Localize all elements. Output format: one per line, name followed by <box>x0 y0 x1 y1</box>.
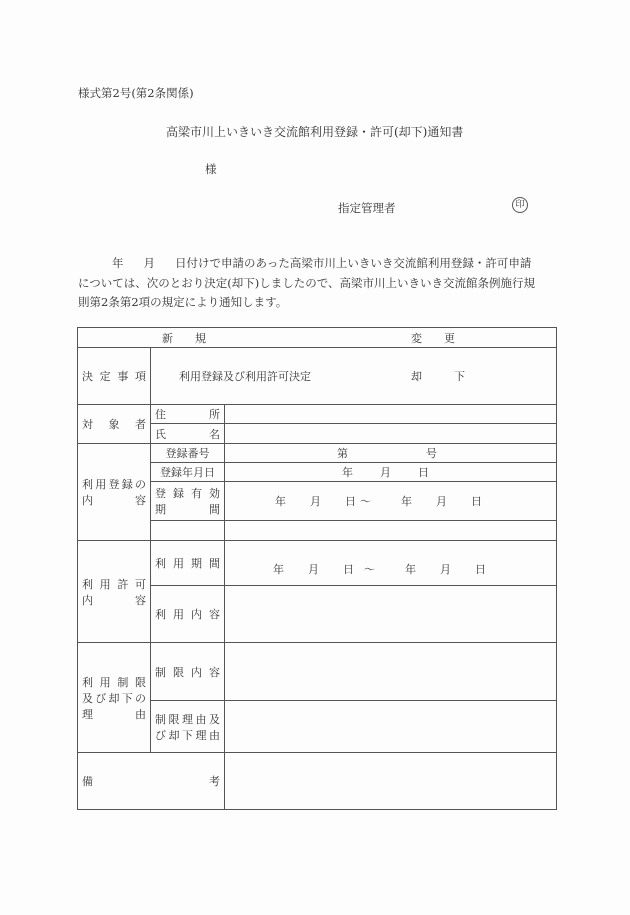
remarks-label <box>78 753 225 810</box>
form-number: 様式第2号(第2条関係) <box>78 86 194 100</box>
reg-validity-label <box>151 482 225 521</box>
label-char: 用 <box>95 478 107 491</box>
name-label-text <box>155 426 220 442</box>
label-char: 録 <box>173 487 184 500</box>
seal-icon: 印 <box>512 197 528 213</box>
label-char: 録 <box>121 478 133 491</box>
body-line-2: については、次のとおり決定(却下)しましたので、高梁市川上いきいき交流館条例施行規 <box>78 275 536 290</box>
label-char: 制 <box>155 712 166 726</box>
label-char: び <box>155 728 166 742</box>
label-char: 内 <box>82 494 93 507</box>
reg-date-field[interactable] <box>225 463 557 482</box>
restriction-label <box>78 643 151 753</box>
use-to-month: 月 <box>440 563 451 576</box>
restriction-label-2-text <box>82 690 146 706</box>
use-period-label-text <box>155 555 220 571</box>
name-label <box>151 424 225 444</box>
label-char: 対 <box>82 418 93 431</box>
label-char: 容 <box>209 665 220 679</box>
subject-label-text <box>82 416 146 432</box>
addressee-suffix: 様 <box>205 162 217 176</box>
registration-label-2-text <box>82 492 146 508</box>
label-char: 内 <box>191 665 202 679</box>
label-char: 用 <box>99 675 111 689</box>
label-char: 考 <box>209 775 220 788</box>
decision-reject-2[interactable]: 下 <box>454 370 465 383</box>
label-char: 住 <box>155 408 166 421</box>
reg-date-month: 月 <box>380 466 391 479</box>
valid-tilde: ～ <box>360 495 371 508</box>
label-char: び <box>95 691 107 705</box>
label-char: 登 <box>155 487 166 500</box>
decision-value-cell <box>151 348 557 405</box>
label-char: 名 <box>209 427 220 441</box>
use-from-month: 月 <box>308 563 319 576</box>
date-month: 月 <box>143 256 155 270</box>
label-char: 所 <box>209 408 220 421</box>
reg-extra-label <box>151 521 225 541</box>
valid-to-day: 日 <box>471 495 482 508</box>
restriction-label-1-text <box>82 674 146 690</box>
restriction-label-3-text <box>82 706 146 722</box>
permit-label-2-text <box>82 592 146 608</box>
restriction-reason-label <box>151 701 225 753</box>
body-line-1-text: 日付けで申請のあった高梁市川上いきいき交流館利用登録・許可申請 <box>175 256 532 270</box>
registration-label <box>78 444 151 541</box>
label-char: 効 <box>209 487 220 500</box>
label-char: 制 <box>155 665 166 679</box>
label-char: 制 <box>117 675 129 689</box>
decision-label-text <box>82 368 146 384</box>
table-row <box>78 643 557 701</box>
label-char: 下 <box>121 691 133 705</box>
decision-approve[interactable]: 利用登録及び利用許可決定 <box>179 370 311 383</box>
label-char: 理 <box>195 728 207 742</box>
table-row <box>78 348 557 405</box>
use-from-day: 日 <box>343 563 354 576</box>
label-char: の <box>135 691 146 705</box>
label-char: 者 <box>135 418 146 431</box>
decision-label <box>78 348 151 405</box>
use-from-year: 年 <box>273 563 284 576</box>
label-char: 備 <box>82 775 93 788</box>
valid-to-year: 年 <box>401 495 412 508</box>
label-char: 限 <box>168 712 180 726</box>
header-new[interactable]: 新 規 <box>162 331 206 345</box>
reg-extra-field[interactable] <box>225 521 557 541</box>
label-char: 容 <box>209 608 220 621</box>
label-char: 可 <box>134 577 146 591</box>
label-char: 用 <box>99 577 111 591</box>
label-char: 内 <box>82 593 93 607</box>
restriction-content-label <box>151 643 225 701</box>
label-char: 却 <box>168 728 180 742</box>
table-row <box>78 753 557 810</box>
reg-date-day: 日 <box>418 466 429 479</box>
decision-reject-1[interactable]: 却 <box>411 370 422 383</box>
label-char: 内 <box>191 608 202 621</box>
use-content-label-text <box>155 606 220 622</box>
remarks-label-text <box>82 773 220 789</box>
table-row <box>78 444 557 463</box>
label-char: 間 <box>209 503 220 516</box>
use-to-year: 年 <box>405 563 416 576</box>
use-content-label <box>151 586 225 643</box>
reg-number-label: 登録番号 <box>151 444 225 463</box>
restriction-reason-field[interactable] <box>225 701 557 753</box>
label-char: 間 <box>209 557 220 570</box>
label-char: 下 <box>182 728 193 742</box>
table-row <box>78 328 557 348</box>
registration-label-1-text <box>82 476 146 492</box>
body-line-1 <box>78 254 556 274</box>
permit-label <box>78 541 151 643</box>
label-char: 許 <box>117 577 129 591</box>
label-char: 却 <box>108 691 120 705</box>
reg-number-field[interactable] <box>225 444 557 463</box>
address-field[interactable] <box>225 405 557 424</box>
body-line-3: 則第2条第2項の規定により通知します。 <box>78 295 288 309</box>
label-char: 由 <box>135 707 146 721</box>
restriction-content-label-text <box>155 664 220 680</box>
table-row <box>78 541 557 586</box>
label-char: 及 <box>209 712 220 726</box>
valid-to-month: 月 <box>436 495 447 508</box>
use-period-field[interactable] <box>225 541 557 586</box>
label-char: 限 <box>134 675 146 689</box>
label-char: 利 <box>155 557 166 570</box>
table-row <box>78 405 557 424</box>
permit-label-1-text <box>82 576 146 592</box>
label-char: 期 <box>191 557 202 570</box>
address-label-text <box>155 406 220 422</box>
label-char: 決 <box>82 370 93 383</box>
valid-from-month: 月 <box>310 495 321 508</box>
header-change[interactable]: 変 更 <box>411 331 455 345</box>
label-char: 氏 <box>155 427 166 441</box>
restriction-reason-label-2-text <box>155 727 220 743</box>
use-content-field[interactable] <box>225 586 557 643</box>
manager-label: 指定管理者 <box>338 201 396 215</box>
label-char: 有 <box>191 487 202 500</box>
label-char: 理 <box>82 707 93 721</box>
valid-from-year: 年 <box>275 495 286 508</box>
reg-number-prefix: 第 <box>337 447 348 460</box>
label-char: 定 <box>99 370 111 383</box>
label-char: 用 <box>173 557 184 570</box>
label-char: 容 <box>135 593 146 607</box>
restriction-content-field[interactable] <box>225 643 557 701</box>
reg-validity-label-1-text <box>155 485 220 501</box>
type-header-cell <box>78 328 557 348</box>
restriction-reason-label-1-text <box>155 711 220 727</box>
label-char: 象 <box>108 418 120 431</box>
notice-form-table <box>77 327 557 810</box>
reg-date-year: 年 <box>342 466 353 479</box>
name-field[interactable] <box>225 424 557 444</box>
label-char: 由 <box>209 728 220 742</box>
label-char: 利 <box>82 577 93 591</box>
label-char: 項 <box>134 370 146 383</box>
label-char: 利 <box>82 675 93 689</box>
label-char: 用 <box>173 608 184 621</box>
label-char: 利 <box>155 608 166 621</box>
subject-label <box>78 405 151 444</box>
reg-validity-field[interactable] <box>225 482 557 521</box>
label-char: 限 <box>173 665 184 679</box>
label-char: 事 <box>117 370 129 383</box>
remarks-field[interactable] <box>225 753 557 810</box>
label-char: 由 <box>195 712 207 726</box>
document-title: 高梁市川上いきいき交流館利用登録・許可(却下)通知書 <box>166 125 464 139</box>
label-char: 利 <box>82 478 93 491</box>
label-char: 容 <box>135 494 146 507</box>
label-char: 及 <box>82 691 93 705</box>
label-char: 理 <box>182 712 193 726</box>
reg-date-label: 登録年月日 <box>151 463 225 482</box>
label-char: の <box>135 478 146 491</box>
reg-number-suffix: 号 <box>426 447 437 460</box>
use-tilde: ～ <box>364 563 375 576</box>
label-char: 期 <box>155 503 166 516</box>
reg-validity-label-2-text <box>155 501 220 517</box>
date-year: 年 <box>112 256 124 270</box>
notice-body <box>78 254 556 313</box>
label-char: 登 <box>108 478 120 491</box>
valid-from-day: 日 <box>345 495 356 508</box>
address-label <box>151 405 225 424</box>
use-to-day: 日 <box>475 563 486 576</box>
use-period-label <box>151 541 225 586</box>
